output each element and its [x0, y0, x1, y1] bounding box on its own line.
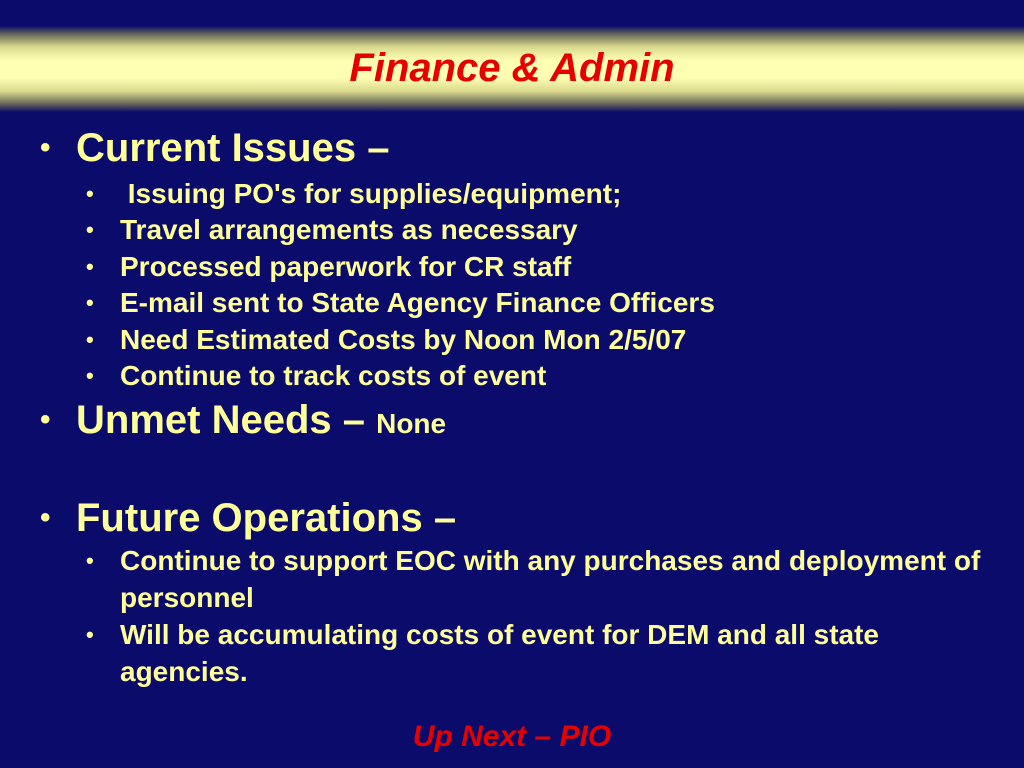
list-item [86, 321, 986, 358]
section-current-issues [40, 126, 389, 170]
section-future-operations [40, 496, 456, 540]
bullet-icon: • [86, 181, 94, 206]
list-item-text: Need Estimated Costs by Noon Mon 2/5/07 [120, 324, 687, 355]
list-item-text: Issuing PO's for supplies/equipment; [120, 178, 622, 209]
section-heading: Unmet Needs – [76, 398, 365, 442]
list-item-text: Continue to support EOC with any purchases and deployment of personnel [120, 545, 981, 613]
section-heading: Future Operations – [76, 496, 457, 540]
list-item [86, 616, 986, 690]
bullet-icon: • [86, 254, 94, 279]
bullet-icon: • [86, 363, 94, 388]
bullet-icon: • [40, 501, 51, 534]
bullet-icon: • [40, 403, 51, 436]
up-next-footer: Up Next – PIO [412, 720, 612, 753]
list-item [86, 211, 986, 248]
list-item [86, 175, 986, 212]
unmet-needs-value: None [376, 408, 447, 439]
list-item-text: Processed paperwork for CR staff [120, 251, 572, 282]
list-item-text: Travel arrangements as necessary [120, 214, 578, 245]
bullet-icon: • [86, 622, 94, 647]
section-heading: Current Issues – [76, 126, 390, 170]
list-item [86, 357, 986, 394]
bullet-icon: • [86, 217, 94, 242]
list-item [86, 248, 986, 285]
bullet-icon: • [86, 290, 94, 315]
bullet-icon: • [86, 548, 94, 573]
bullet-icon: • [40, 131, 51, 164]
list-item-text: E-mail sent to State Agency Finance Officers [120, 287, 715, 318]
section-unmet-needs [40, 398, 446, 446]
bullet-icon: • [86, 327, 94, 352]
list-item-text: Will be accumulating costs of event for DEM and all state agencies. [120, 619, 880, 687]
slide-title: Finance & Admin [349, 46, 675, 90]
list-item [86, 542, 986, 616]
list-item [86, 284, 986, 321]
list-item-text: Continue to track costs of event [120, 360, 547, 391]
